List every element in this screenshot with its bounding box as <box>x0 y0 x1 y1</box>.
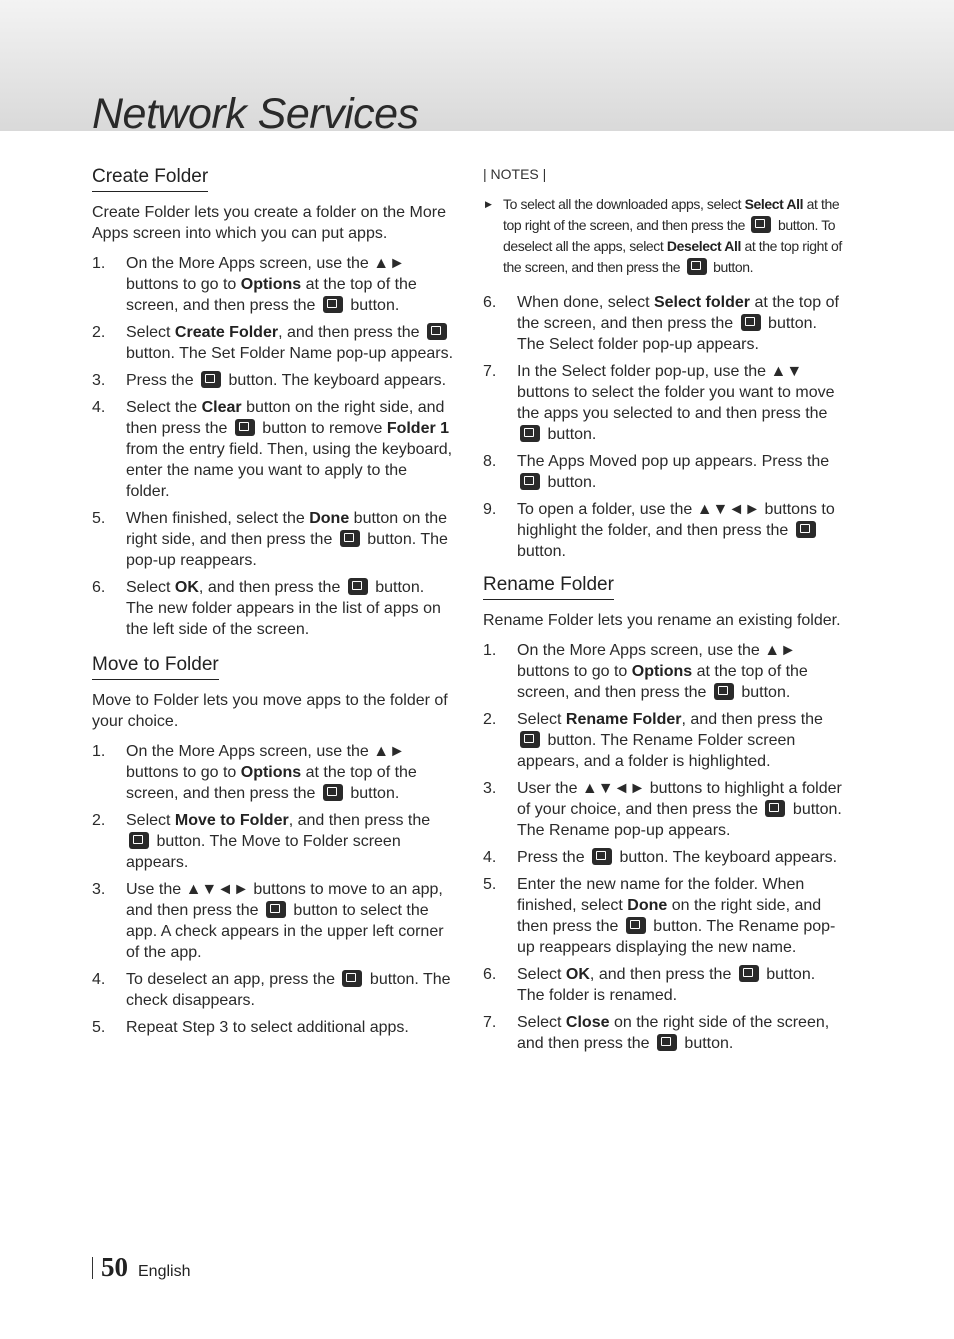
enter-button-icon <box>739 965 759 982</box>
step-text: , and then press the <box>278 324 424 341</box>
step-text: Press the <box>517 849 590 866</box>
step-text: at the top of the screen, and then press the <box>126 764 417 802</box>
step-emphasis: Clear <box>201 399 242 416</box>
step-number: 1. <box>92 255 106 272</box>
step-text: at the top of the screen, and then press the <box>517 294 839 332</box>
rename-folder-steps <box>483 640 845 1054</box>
step-number: 1. <box>483 642 497 659</box>
page-footer <box>92 1252 190 1283</box>
move-folder-heading: Move to Folder <box>92 654 219 680</box>
step-text: button. The keyboard appears. <box>224 372 447 389</box>
step-text: Select <box>126 579 175 596</box>
create-folder-intro: Create Folder lets you create a folder on the More Apps screen into which you can put apps. <box>92 204 446 242</box>
enter-button-icon <box>235 419 255 436</box>
step-text: User the ▲▼◄► buttons to highlight a folder of your choice, and then press the <box>517 780 842 818</box>
step-text: button. The check disappears. <box>126 971 451 1009</box>
step-text: button to remove <box>257 420 387 437</box>
step-number: 8. <box>483 453 497 470</box>
step-item <box>483 640 845 703</box>
step-emphasis: OK <box>565 966 590 983</box>
step-text: Repeat Step 3 to select additional apps. <box>126 1019 409 1036</box>
step-text: , and then press the <box>198 579 345 596</box>
step-text: Select <box>517 966 566 983</box>
step-text: button. To deselect all the apps, select <box>503 217 836 254</box>
step-text: To deselect an app, press the <box>126 971 340 988</box>
step-text: button. The new folder appears in the list of apps on the left side of the screen. <box>126 579 441 638</box>
step-item <box>92 508 454 571</box>
move-folder-steps <box>92 741 454 1038</box>
step-number: 6. <box>483 966 497 983</box>
step-item <box>92 322 454 364</box>
step-text: , and then press the <box>288 812 431 829</box>
step-item <box>483 847 845 868</box>
step-number: 4. <box>483 849 497 866</box>
step-item <box>92 397 454 502</box>
enter-button-icon <box>520 425 540 442</box>
step-item <box>483 709 845 772</box>
step-item <box>92 370 454 391</box>
step-text: button. <box>709 259 754 275</box>
step-number: 4. <box>92 399 106 416</box>
enter-button-icon <box>323 296 343 313</box>
step-number: 3. <box>483 780 497 797</box>
step-text: button. <box>543 426 597 443</box>
step-text: , and then press the <box>589 966 736 983</box>
step-text: button. The folder is renamed. <box>517 966 816 1004</box>
step-text: button. The Rename Folder screen appears, and a folder is highlighted. <box>517 732 796 770</box>
create-folder-heading: Create Folder <box>92 166 208 192</box>
step-emphasis: Select folder <box>653 294 750 311</box>
step-text: Select <box>126 324 175 341</box>
page-header <box>0 0 954 138</box>
left-column <box>92 164 454 1050</box>
step-text: In the Select folder pop-up, use the ▲▼ buttons to select the folder you want to move the apps you selected to and then press the <box>517 363 835 422</box>
step-text: Enter the new name for the folder. When finished, select <box>517 876 805 914</box>
step-text: Select <box>517 1014 566 1031</box>
enter-button-icon <box>751 216 771 233</box>
step-text: When done, select <box>517 294 654 311</box>
notes-list <box>483 194 845 278</box>
step-text: , and then press the <box>681 711 823 728</box>
step-text: button. <box>517 543 566 560</box>
step-text: When finished, select the <box>126 510 310 527</box>
step-text: on the right side of the screen, and then press the <box>517 1014 830 1052</box>
step-number: 5. <box>483 876 497 893</box>
step-emphasis: Rename Folder <box>565 711 682 728</box>
step-emphasis: Options <box>240 764 302 781</box>
step-text: Select the <box>126 399 202 416</box>
step-text: button. <box>345 297 400 314</box>
step-number: 2. <box>92 324 106 341</box>
enter-button-icon <box>687 258 707 275</box>
step-number: 1. <box>92 743 106 760</box>
step-text: Use the ▲▼◄► buttons to move to an app, and then press the <box>126 881 443 919</box>
step-text: To select all the downloaded apps, select <box>503 196 745 212</box>
step-number: 9. <box>483 501 497 518</box>
enter-button-icon <box>520 473 540 490</box>
page-number: 50 <box>101 1252 128 1282</box>
step-text: button. The Rename pop-up appears. <box>517 801 842 839</box>
step-item <box>483 451 845 493</box>
enter-button-icon <box>657 1034 677 1051</box>
step-text: button. The Set Folder Name pop-up appears. <box>126 345 454 362</box>
footer-language: English <box>138 1263 191 1280</box>
step-item <box>92 577 454 640</box>
step-text: button on the right side, and then press the <box>126 399 445 437</box>
enter-button-icon <box>520 731 540 748</box>
step-text: at the top of the screen, and then press the <box>126 276 417 314</box>
enter-button-icon <box>342 970 362 987</box>
step-emphasis: Move to Folder <box>174 812 289 829</box>
step-number: 3. <box>92 372 106 389</box>
step-text: button. The pop-up reappears. <box>126 531 448 569</box>
step-number: 4. <box>92 971 106 988</box>
step-number: 5. <box>92 510 106 527</box>
step-text: On the More Apps screen, use the ▲► buttons to go to <box>517 642 796 680</box>
enter-button-icon <box>741 314 761 331</box>
step-text: button. <box>345 785 400 802</box>
notes-title: | NOTES | <box>483 166 547 182</box>
triangle-right-icon: ▶ <box>485 199 492 209</box>
step-text: button. The Select folder pop-up appears. <box>517 315 817 353</box>
step-text: button. The Move to Folder screen appears. <box>126 833 401 871</box>
step-text: button. The Rename pop-up reappears displaying the new name. <box>517 918 836 956</box>
step-text: Select <box>126 812 175 829</box>
step-item <box>483 499 845 562</box>
move-folder-steps-continued <box>483 292 845 562</box>
step-text: from the entry field. Then, using the keyboard, enter the name you want to apply to the folder. <box>126 441 453 500</box>
step-emphasis: Deselect All <box>666 238 741 254</box>
step-number: 6. <box>92 579 106 596</box>
step-text: Press the <box>126 372 199 389</box>
step-item <box>483 1012 845 1054</box>
step-item <box>92 1017 454 1038</box>
step-text: The Apps Moved pop up appears. Press the <box>517 453 830 470</box>
step-text: button. <box>679 1035 734 1052</box>
step-text: at the top of the screen, and then press the <box>517 663 808 701</box>
enter-button-icon <box>266 901 286 918</box>
step-number: 3. <box>92 881 106 898</box>
step-emphasis: Done <box>627 897 668 914</box>
step-number: 6. <box>483 294 497 311</box>
step-emphasis: Options <box>240 276 302 293</box>
page-title: Network Services <box>92 90 419 138</box>
enter-button-icon <box>714 683 734 700</box>
enter-button-icon <box>348 578 368 595</box>
step-text: button to select the app. A check appears in the upper left corner of the app. <box>126 902 444 961</box>
step-text: at the top right of the screen, and then press the <box>503 196 840 233</box>
step-item <box>92 969 454 1011</box>
enter-button-icon <box>340 530 360 547</box>
step-item <box>483 292 845 355</box>
create-folder-steps <box>92 253 454 640</box>
enter-button-icon <box>201 371 221 388</box>
rename-folder-intro: Rename Folder lets you rename an existing folder. <box>483 612 841 629</box>
step-text: button. <box>543 474 597 491</box>
step-emphasis: Folder 1 <box>386 420 450 437</box>
step-item <box>483 361 845 445</box>
enter-button-icon <box>765 800 785 817</box>
right-column <box>483 166 845 1066</box>
step-text: On the More Apps screen, use the ▲► buttons to go to <box>126 743 405 781</box>
step-number: 7. <box>483 1014 497 1031</box>
step-number: 2. <box>92 812 106 829</box>
step-item <box>92 253 454 316</box>
step-text: button on the right side, and then press the <box>126 510 448 548</box>
step-item <box>92 879 454 963</box>
step-item <box>483 964 845 1006</box>
enter-button-icon <box>796 521 816 538</box>
enter-button-icon <box>129 832 149 849</box>
step-text: on the right side, and then press the <box>517 897 822 935</box>
note-item <box>483 194 845 278</box>
step-text: button. The keyboard appears. <box>615 849 838 866</box>
step-emphasis: Options <box>631 663 693 680</box>
enter-button-icon <box>427 323 447 340</box>
step-number: 2. <box>483 711 497 728</box>
step-text: On the More Apps screen, use the ▲► buttons to go to <box>126 255 405 293</box>
step-emphasis: OK <box>174 579 199 596</box>
step-item <box>92 810 454 873</box>
step-item <box>483 778 845 841</box>
enter-button-icon <box>592 848 612 865</box>
step-number: 5. <box>92 1019 106 1036</box>
enter-button-icon <box>323 784 343 801</box>
step-text: Select <box>517 711 566 728</box>
step-emphasis: Create Folder <box>174 324 279 341</box>
rename-folder-heading: Rename Folder <box>483 574 614 600</box>
move-folder-intro: Move to Folder lets you move apps to the folder of your choice. <box>92 692 448 730</box>
step-item <box>483 874 845 958</box>
step-text: button. <box>736 684 791 701</box>
step-text: at the top right of the screen, and then press the <box>503 238 842 275</box>
step-emphasis: Close <box>565 1014 610 1031</box>
step-emphasis: Done <box>309 510 350 527</box>
footer-divider <box>92 1257 93 1279</box>
step-item <box>92 741 454 804</box>
step-number: 7. <box>483 363 497 380</box>
step-emphasis: Select All <box>744 196 804 212</box>
step-text: To open a folder, use the ▲▼◄► buttons to highlight the folder, and then press the <box>517 501 835 539</box>
enter-button-icon <box>626 917 646 934</box>
